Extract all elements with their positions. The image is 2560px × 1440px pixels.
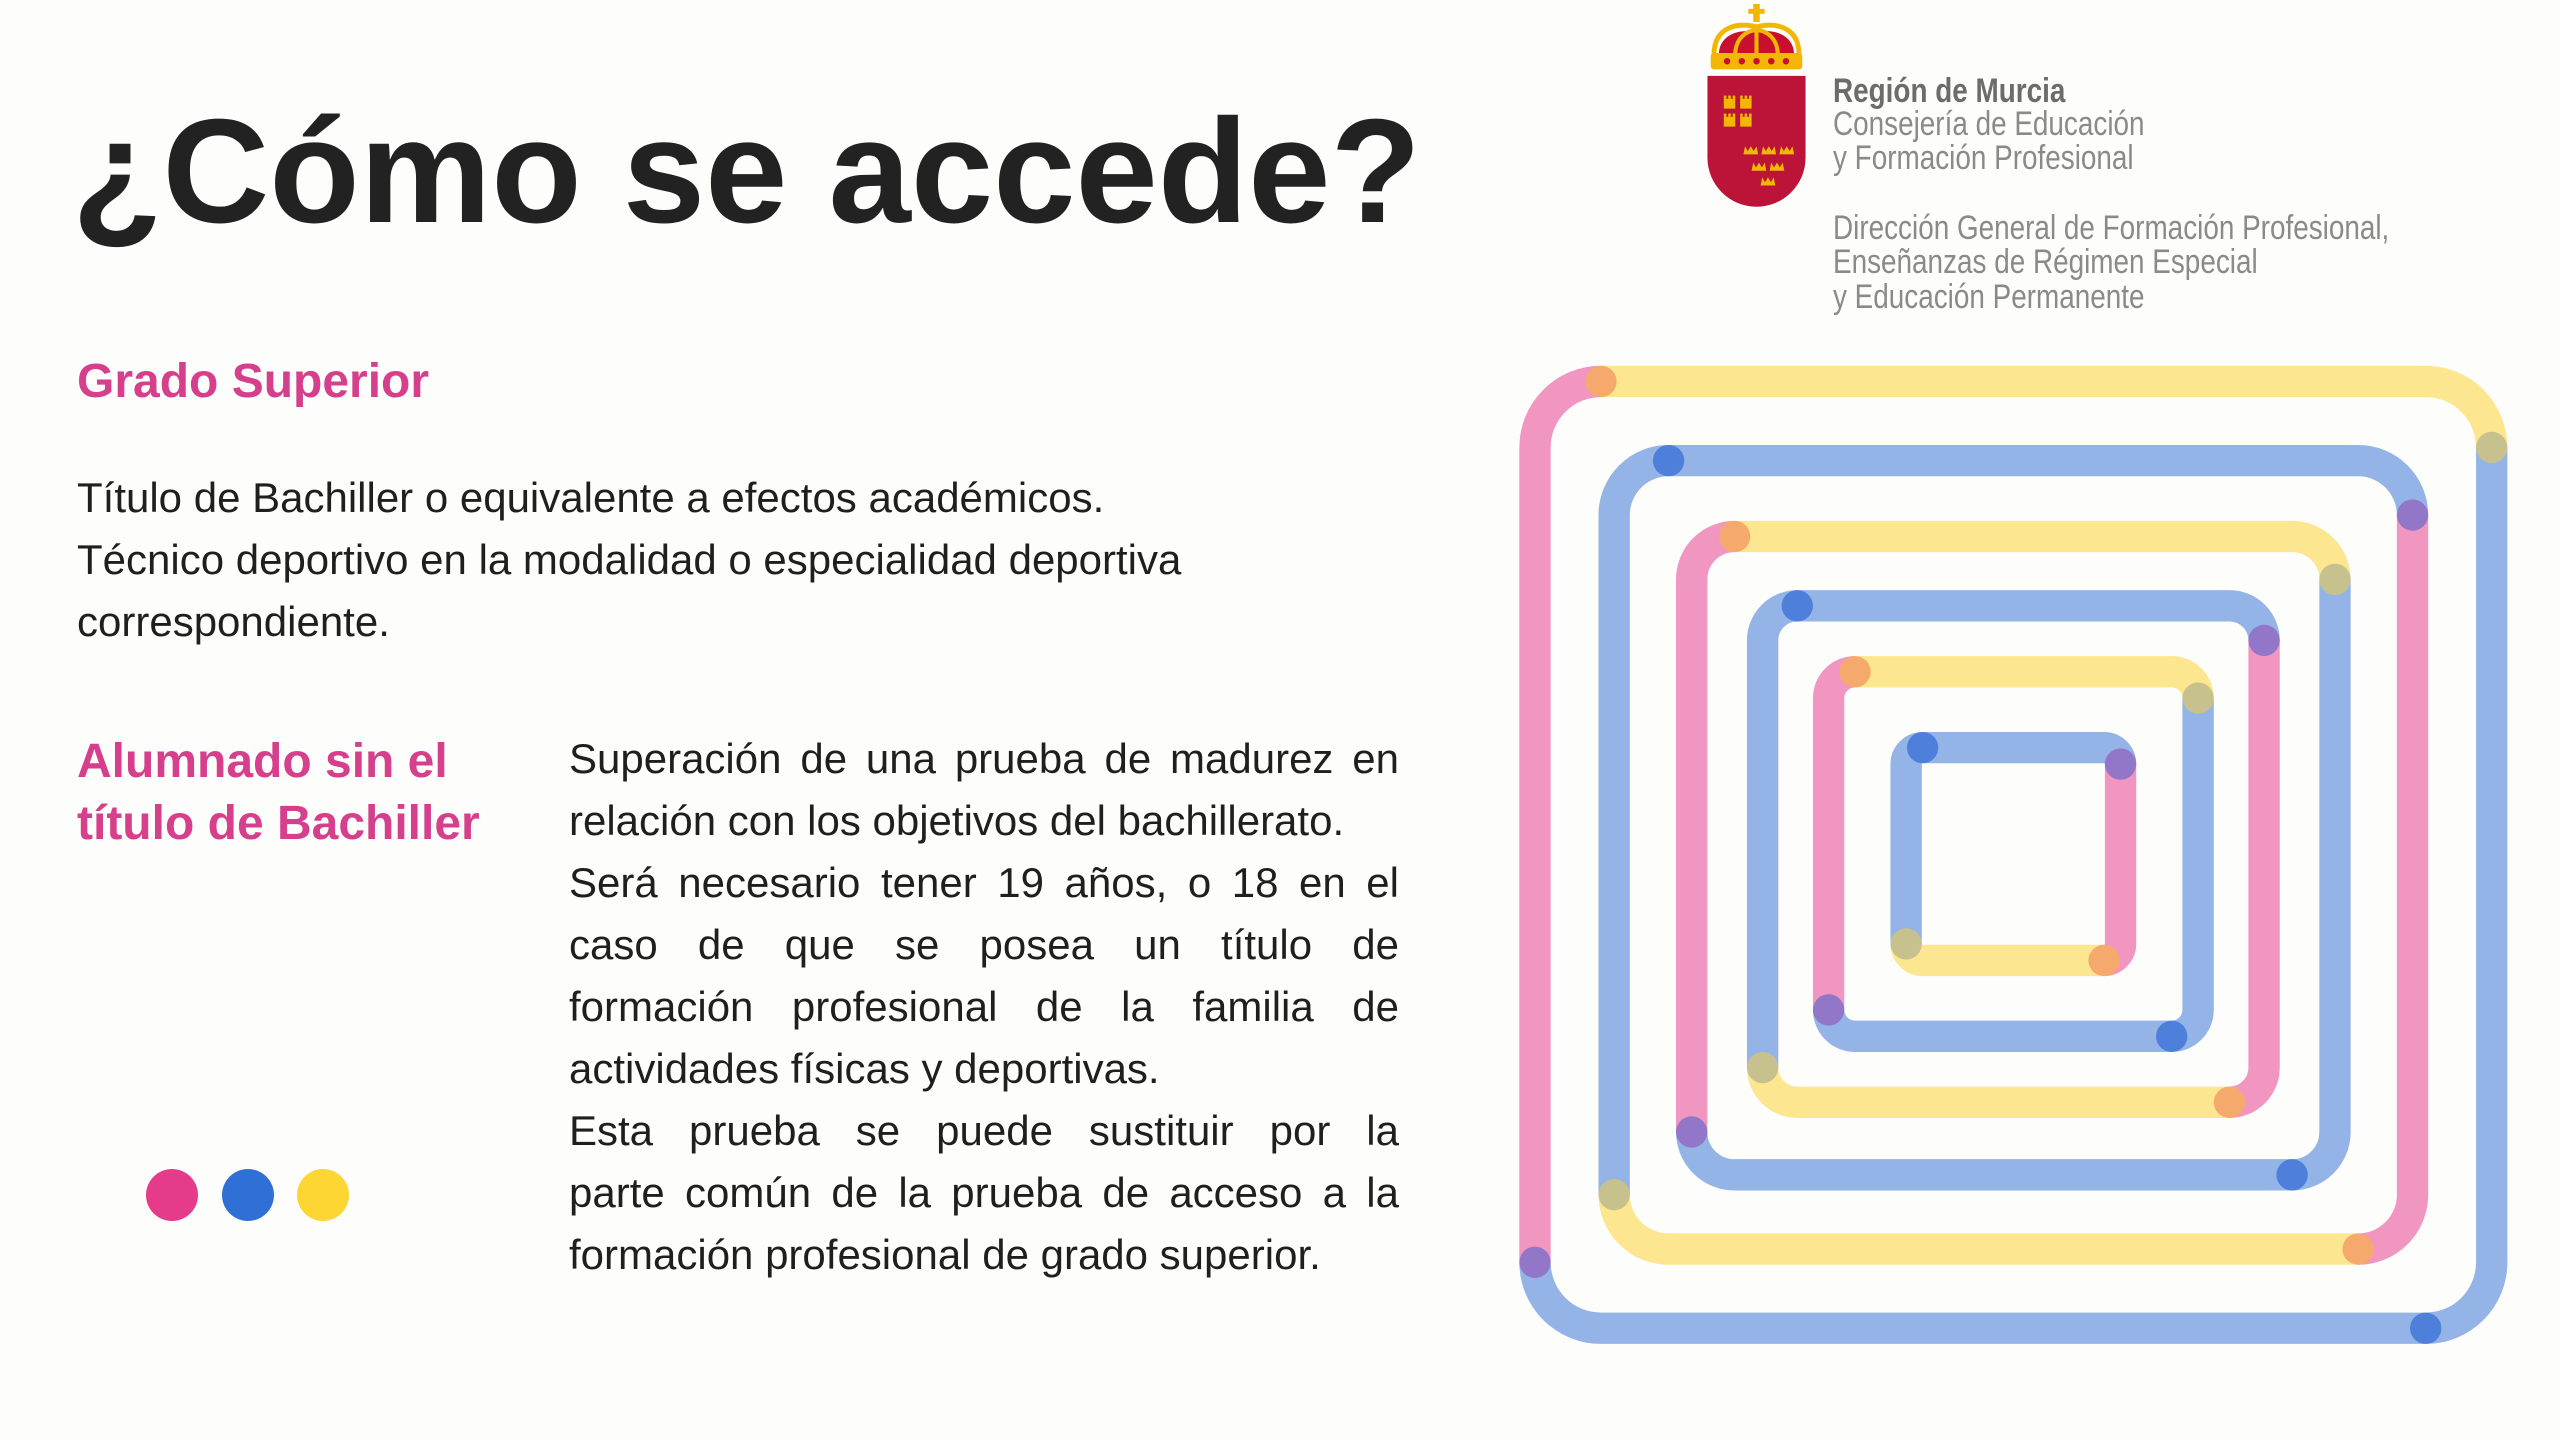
coat-of-arms-icon [1704, 4, 1809, 210]
spiral-segment [1669, 461, 2413, 515]
spiral-segment [1535, 1262, 2426, 1328]
spiral-segment [1829, 1010, 2172, 1036]
prueba-line: Esta prueba se puede sustituir por la [569, 1107, 1399, 1154]
spiral-segment [1692, 1132, 2292, 1175]
spiral-segment [1601, 381, 2492, 447]
prueba-line: caso de que se posea un título de [569, 921, 1399, 968]
grado-superior-heading: Grado Superior [77, 355, 430, 408]
spiral-junction-dot [2397, 499, 2428, 530]
spiral-junction-dot [2248, 625, 2279, 656]
spiral-junction-dot [1599, 1179, 1630, 1210]
directorate-line: Dirección General de Formación Profesional, [1833, 209, 2390, 247]
institution-name: Región de Murcia [1833, 72, 2066, 110]
prueba-line: parte común de la prueba de acceso a la [569, 1169, 1399, 1216]
spiral-junction-dot [2342, 1233, 2373, 1264]
spiral-segment [1763, 1068, 2230, 1103]
requirement-line: Título de Bachiller o equivalente a efectos académicos. [77, 474, 1105, 521]
spiral-junction-dot [2088, 945, 2119, 976]
spiral-junction-dot [1676, 1116, 1707, 1147]
spiral-segment [1614, 1195, 2358, 1249]
spiral-segment [2104, 764, 2120, 960]
page-title: ¿Cómo se accede? [72, 89, 1421, 254]
prueba-line: actividades físicas y deportivas. [569, 1045, 1160, 1092]
spiral-segment [2358, 515, 2412, 1249]
spiral-junction-dot [1839, 656, 1870, 687]
prueba-line: Superación de una prueba de madurez en [569, 735, 1399, 782]
prueba-line: relación con los objetivos del bachillerato. [569, 797, 1345, 844]
directorate-line: Enseñanzas de Régimen Especial [1833, 243, 2258, 281]
spiral-segment [1855, 672, 2198, 698]
spiral-junction-dot [1653, 445, 1684, 476]
spiral-junction-dot [1890, 928, 1921, 959]
spiral-junction-dot [2214, 1087, 2245, 1118]
department-line: Consejería de Educación [1833, 105, 2145, 143]
spiral-segment [1735, 536, 2335, 579]
sin-bachiller-heading: Alumnado sin el [77, 735, 448, 788]
spiral-segment [1614, 461, 1668, 1195]
spiral-junction-dot [1519, 1247, 1550, 1278]
requirement-line: correspondiente. [77, 598, 390, 645]
shield [1707, 76, 1805, 207]
spiral-segment [2172, 698, 2198, 1036]
decorative-dot-yellow [297, 1169, 349, 1221]
spiral-junction-dot [1907, 732, 1938, 763]
spiral-junction-dot [2156, 1021, 2187, 1052]
spiral-segment [1906, 748, 1922, 944]
spiral-segment [1692, 536, 1735, 1131]
decorative-dot-blue [222, 1169, 274, 1221]
spiral-segment [1797, 606, 2264, 641]
spiral-junction-dot [2319, 564, 2350, 595]
spiral-junction-dot [2276, 1159, 2307, 1190]
spiral-junction-dot [1747, 1052, 1778, 1083]
prueba-line: formación profesional de grado superior. [569, 1231, 1321, 1278]
institution-block [1833, 0, 2489, 320]
spiral-segment [1923, 748, 2121, 764]
spiral-junction-dot [2410, 1313, 2441, 1344]
directorate-line: y Educación Permanente [1833, 278, 2145, 316]
spiral-junction-dot [2182, 682, 2213, 713]
spiral-junction-dot [2105, 748, 2136, 779]
spiral-junction-dot [1782, 590, 1813, 621]
prueba-line: formación profesional de la familia de [569, 983, 1399, 1030]
decorative-dot-pink [146, 1169, 198, 1221]
prueba-line: Será necesario tener 19 años, o 18 en el [569, 859, 1399, 906]
spiral-junction-dot [1719, 521, 1750, 552]
spiral-segment [2229, 640, 2264, 1102]
requirement-line: Técnico deportivo en la modalidad o especialidad deportiva [77, 536, 1182, 583]
department-line: y Formación Profesional [1833, 139, 2134, 177]
spiral-junction-dot [1813, 994, 1844, 1025]
spiral-segment [1535, 381, 1601, 1262]
decorative-spiral [1515, 360, 2515, 1353]
spiral-segment [1829, 672, 1855, 1010]
spiral-segment [2426, 447, 2492, 1328]
spiral-segment [1763, 606, 1798, 1068]
spiral-segment [1906, 944, 2104, 960]
spiral-segment [2292, 579, 2335, 1174]
crown [1711, 4, 1803, 69]
spiral-junction-dot [1585, 366, 1616, 397]
sin-bachiller-heading: título de Bachiller [77, 797, 480, 850]
spiral-junction-dot [2476, 432, 2507, 463]
